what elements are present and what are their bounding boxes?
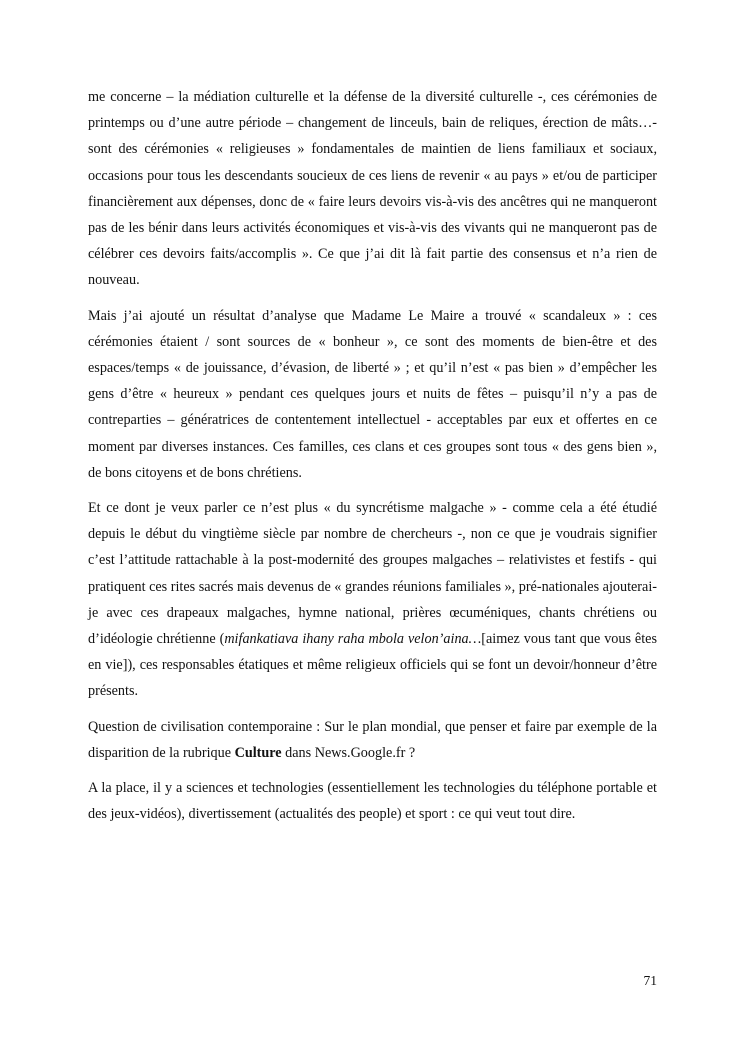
paragraph-3-text-start: Et ce dont je veux parler ce n’est plus « du syncrétisme malgache » - comme cela a été étudié depuis le début du vingtième siècle par nombre de chercheurs -, non ce que je voudrais signifier c’est l’attitude rattachable à la post-modernité des groupes malgaches – relativistes et festifs - qui pratiquent ces rites sacrés mais devenus de « grandes réunions familiales », pré-nationales ajouterai-je avec ces drapeaux malgaches, hymne national, prières œcuméniques, chants chrétiens ou d’idéologie chrétienne ( [88,500,657,648]
paragraph-4-text-end: dans News.Google.fr ? [281,744,416,761]
paragraph-1: me concerne – la médiation culturelle et la défense de la diversité culturelle -, ces cérémonies de printemps ou d’une autre période – changement de linceuls, bain de reliques, érection de mâts…- sont des cérémonies « religieuses » fondamentales de maintien de liens familiaux et sociaux, occasions pour tous les descendants soucieux de ces liens de revenir « au pays » et/ou de participer financièrement aux dépenses, donc de « faire leurs devoirs vis-à-vis des ancêtres qui ne manqueront pas de les bénir dans leurs activités économiques et vis-à-vis des vivants qui ne manqueront pas de célébrer ces devoirs faits/accomplis ». Ce que j’ai dit là fait partie des consensus et n’a rien de nouveau. [88,89,657,289]
malagasy-quote: mifankatiava ihany raha mbola velon’aina… [224,631,482,648]
paragraph-4 [88,714,657,766]
body-text [88,84,657,827]
page-number: 71 [643,973,657,988]
paragraph-2: Mais j’ai ajouté un résultat d’analyse que Madame Le Maire a trouvé « scandaleux » : ces cérémonies étaient / sont sources de « bonheur », ce sont des moments de bien-être et des espaces/temps « de jouissance, d’évasion, de liberté » ; et qu’il n’est « pas bien » d’empêcher les gens d’être « heureux » pendant ces quelques jours et nuits de fêtes – puisqu’il n’y a pas de contreparties – génératrices de contentement intellectuel - acceptables par eux et offertes en ce moment par diverses instances. Ces familles, ces clans et ces groupes sont tous « des gens bien », de bons citoyens et de bons chrétiens. [88,307,657,481]
culture-term: Culture [234,744,282,761]
paragraph-4-text-start: Question de civilisation contemporaine : Sur le plan mondial, que penser et faire par exemple de la disparition de la rubrique [88,718,657,761]
paragraph-3-text-end: [aimez vous tant que vous êtes en vie]), ces responsables étatiques et même religieux officiels qui se font un devoir/honneur d’être présents. [88,631,657,700]
paragraph-5: A la place, il y a sciences et technologies (essentiellement les technologies du téléphone portable et des jeux-vidéos), divertissement (actualités des people) et sport : ce qui veut tout dire. [88,780,657,823]
paragraph-3 [88,495,657,705]
